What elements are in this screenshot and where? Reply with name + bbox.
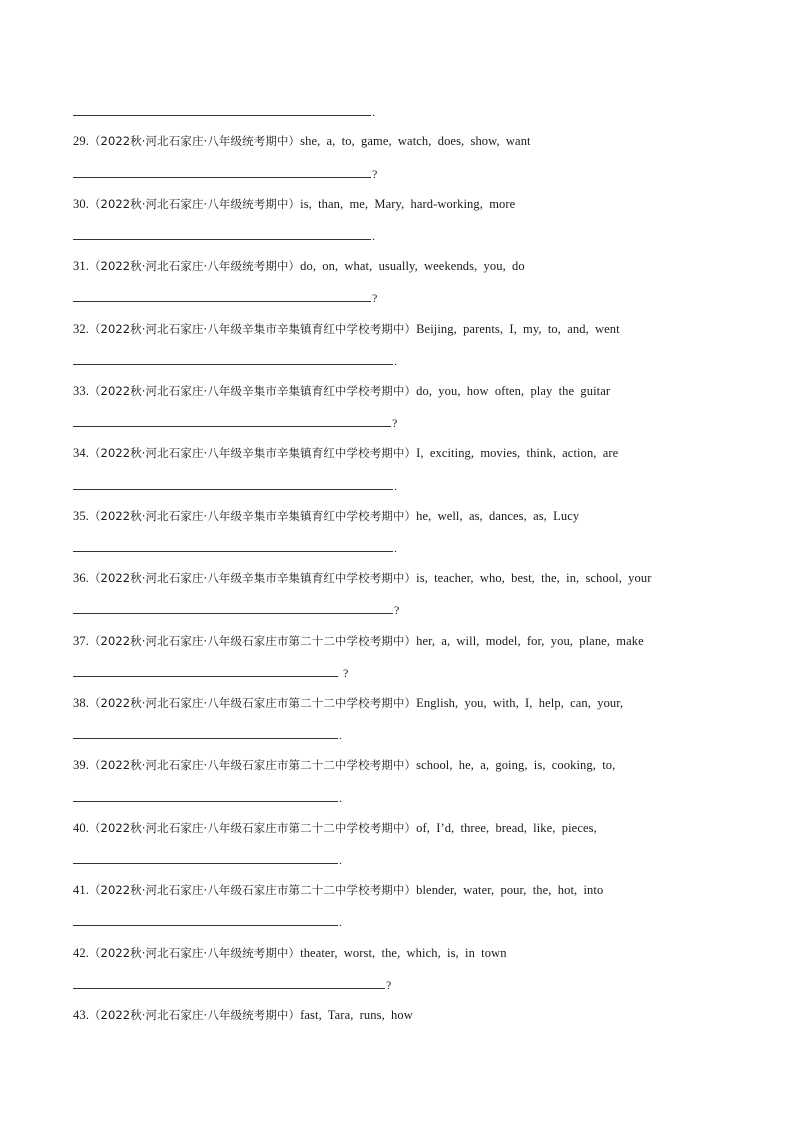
answer-blank[interactable] — [73, 301, 371, 302]
answer-line-28[interactable] — [73, 104, 375, 118]
question-words: English, you, with, I, help, can, your, — [416, 696, 624, 710]
question-number: 33 — [73, 384, 86, 398]
answer-punctuation: . — [339, 853, 342, 867]
question-30: 30.（2022秋·河北石家庄·八年级统考期中）is, than, me, Mary, hard-working, more — [73, 197, 516, 211]
answer-punctuation: ? — [394, 603, 400, 617]
question-number: 41 — [73, 883, 86, 897]
question-number: 29 — [73, 134, 86, 148]
question-source: （2022秋·河北石家庄·八年级石家庄市第二十二中学校考期中） — [88, 758, 417, 772]
question-source: （2022秋·河北石家庄·八年级统考期中） — [88, 1008, 301, 1022]
answer-punctuation: ? — [372, 167, 378, 181]
answer-punctuation: ? — [372, 291, 378, 305]
question-words: she, a, to, game, watch, does, show, want — [300, 134, 531, 148]
answer-blank[interactable] — [73, 489, 393, 490]
answer-blank[interactable] — [73, 364, 393, 365]
answer-blank[interactable] — [73, 863, 338, 864]
answer-line-29[interactable] — [73, 166, 377, 180]
question-43: 43.（2022秋·河北石家庄·八年级统考期中）fast, Tara, runs, how — [73, 1008, 413, 1022]
question-words: fast, Tara, runs, how — [300, 1008, 413, 1022]
answer-line-35[interactable] — [73, 540, 397, 554]
question-number: 31 — [73, 259, 86, 273]
question-number: 35 — [73, 509, 86, 523]
question-words: blender, water, pour, the, hot, into — [416, 883, 604, 897]
answer-blank[interactable] — [73, 925, 338, 926]
question-source: （2022秋·河北石家庄·八年级统考期中） — [88, 134, 301, 148]
question-words: he, well, as, dances, as, Lucy — [416, 509, 580, 523]
question-number: 40 — [73, 821, 86, 835]
question-41: 41.（2022秋·河北石家庄·八年级石家庄市第二十二中学校考期中）blender, water, pour, the, hot, into — [73, 883, 604, 897]
answer-line-40[interactable] — [73, 852, 342, 866]
answer-punctuation: ? — [392, 416, 398, 430]
answer-punctuation: . — [394, 479, 397, 493]
answer-punctuation: . — [339, 791, 342, 805]
answer-line-41[interactable] — [73, 914, 342, 928]
question-source: （2022秋·河北石家庄·八年级石家庄市第二十二中学校考期中） — [88, 634, 417, 648]
question-source: （2022秋·河北石家庄·八年级辛集市辛集镇育红中学校考期中） — [88, 446, 417, 460]
answer-line-39[interactable] — [73, 790, 342, 804]
answer-blank[interactable] — [73, 177, 371, 178]
question-source: （2022秋·河北石家庄·八年级辛集市辛集镇育红中学校考期中） — [88, 322, 417, 336]
answer-line-32[interactable] — [73, 353, 397, 367]
answer-blank[interactable] — [73, 613, 393, 614]
question-source: （2022秋·河北石家庄·八年级辛集市辛集镇育红中学校考期中） — [88, 509, 417, 523]
answer-blank[interactable] — [73, 115, 371, 116]
answer-punctuation: ? — [386, 978, 392, 992]
question-words: do, you, how often, play the guitar — [416, 384, 611, 398]
question-36: 36.（2022秋·河北石家庄·八年级辛集市辛集镇育红中学校考期中）is, teacher, who, best, the, in, school, your — [73, 571, 652, 585]
answer-line-38[interactable] — [73, 727, 342, 741]
question-words: her, a, will, model, for, you, plane, make — [416, 634, 644, 648]
answer-blank[interactable] — [73, 738, 338, 739]
question-33: 33.（2022秋·河北石家庄·八年级辛集市辛集镇育红中学校考期中）do, you, how often, play the guitar — [73, 384, 611, 398]
question-source: （2022秋·河北石家庄·八年级石家庄市第二十二中学校考期中） — [88, 696, 417, 710]
question-number: 34 — [73, 446, 86, 460]
question-number: 36 — [73, 571, 86, 585]
question-number: 43 — [73, 1008, 86, 1022]
answer-punctuation: . — [394, 354, 397, 368]
question-number: 32 — [73, 322, 86, 336]
question-32: 32.（2022秋·河北石家庄·八年级辛集市辛集镇育红中学校考期中）Beijing, parents, I, my, to, and, went — [73, 322, 620, 336]
question-words: is, than, me, Mary, hard-working, more — [300, 197, 516, 211]
question-40: 40.（2022秋·河北石家庄·八年级石家庄市第二十二中学校考期中）of, I’d, three, bread, like, pieces, — [73, 821, 597, 835]
question-number: 30 — [73, 197, 86, 211]
answer-line-37[interactable] — [73, 665, 348, 679]
answer-line-34[interactable] — [73, 478, 397, 492]
answer-line-42[interactable] — [73, 977, 391, 991]
answer-punctuation: . — [372, 229, 375, 243]
answer-punctuation: . — [372, 105, 375, 119]
question-source: （2022秋·河北石家庄·八年级统考期中） — [88, 197, 301, 211]
question-29: 29.（2022秋·河北石家庄·八年级统考期中）she, a, to, game, watch, does, show, want — [73, 134, 531, 148]
question-number: 42 — [73, 946, 86, 960]
question-words: theater, worst, the, which, is, in town — [300, 946, 507, 960]
question-42: 42.（2022秋·河北石家庄·八年级统考期中）theater, worst, the, which, is, in town — [73, 946, 507, 960]
question-number: 39 — [73, 758, 86, 772]
question-source: （2022秋·河北石家庄·八年级统考期中） — [88, 259, 301, 273]
question-34: 34.（2022秋·河北石家庄·八年级辛集市辛集镇育红中学校考期中）I, exciting, movies, think, action, are — [73, 446, 619, 460]
question-words: do, on, what, usually, weekends, you, do — [300, 259, 525, 273]
answer-punctuation: . — [394, 541, 397, 555]
question-source: （2022秋·河北石家庄·八年级石家庄市第二十二中学校考期中） — [88, 821, 417, 835]
answer-line-30[interactable] — [73, 228, 375, 242]
answer-line-31[interactable] — [73, 290, 377, 304]
question-37: 37.（2022秋·河北石家庄·八年级石家庄市第二十二中学校考期中）her, a, will, model, for, you, plane, make — [73, 634, 644, 648]
question-number: 38 — [73, 696, 86, 710]
answer-punctuation: ? — [343, 666, 349, 680]
answer-blank[interactable] — [73, 676, 338, 677]
question-words: school, he, a, going, is, cooking, to, — [416, 758, 616, 772]
question-source: （2022秋·河北石家庄·八年级统考期中） — [88, 946, 301, 960]
question-words: I, exciting, movies, think, action, are — [416, 446, 619, 460]
answer-punctuation: . — [339, 728, 342, 742]
answer-blank[interactable] — [73, 551, 393, 552]
question-31: 31.（2022秋·河北石家庄·八年级统考期中）do, on, what, usually, weekends, you, do — [73, 259, 525, 273]
question-number: 37 — [73, 634, 86, 648]
answer-line-33[interactable] — [73, 415, 397, 429]
answer-blank[interactable] — [73, 988, 385, 989]
answer-punctuation: . — [339, 915, 342, 929]
answer-line-36[interactable] — [73, 602, 399, 616]
question-source: （2022秋·河北石家庄·八年级辛集市辛集镇育红中学校考期中） — [88, 384, 417, 398]
question-words: is, teacher, who, best, the, in, school, your — [416, 571, 652, 585]
answer-blank[interactable] — [73, 426, 391, 427]
question-source: （2022秋·河北石家庄·八年级辛集市辛集镇育红中学校考期中） — [88, 571, 417, 585]
question-38: 38.（2022秋·河北石家庄·八年级石家庄市第二十二中学校考期中）English, you, with, I, help, can, your, — [73, 696, 624, 710]
answer-blank[interactable] — [73, 801, 338, 802]
question-words: of, I’d, three, bread, like, pieces, — [416, 821, 597, 835]
answer-blank[interactable] — [73, 239, 371, 240]
question-39: 39.（2022秋·河北石家庄·八年级石家庄市第二十二中学校考期中）school, he, a, going, is, cooking, to, — [73, 758, 616, 772]
question-source: （2022秋·河北石家庄·八年级石家庄市第二十二中学校考期中） — [88, 883, 417, 897]
question-words: Beijing, parents, I, my, to, and, went — [416, 322, 620, 336]
question-35: 35.（2022秋·河北石家庄·八年级辛集市辛集镇育红中学校考期中）he, well, as, dances, as, Lucy — [73, 509, 580, 523]
